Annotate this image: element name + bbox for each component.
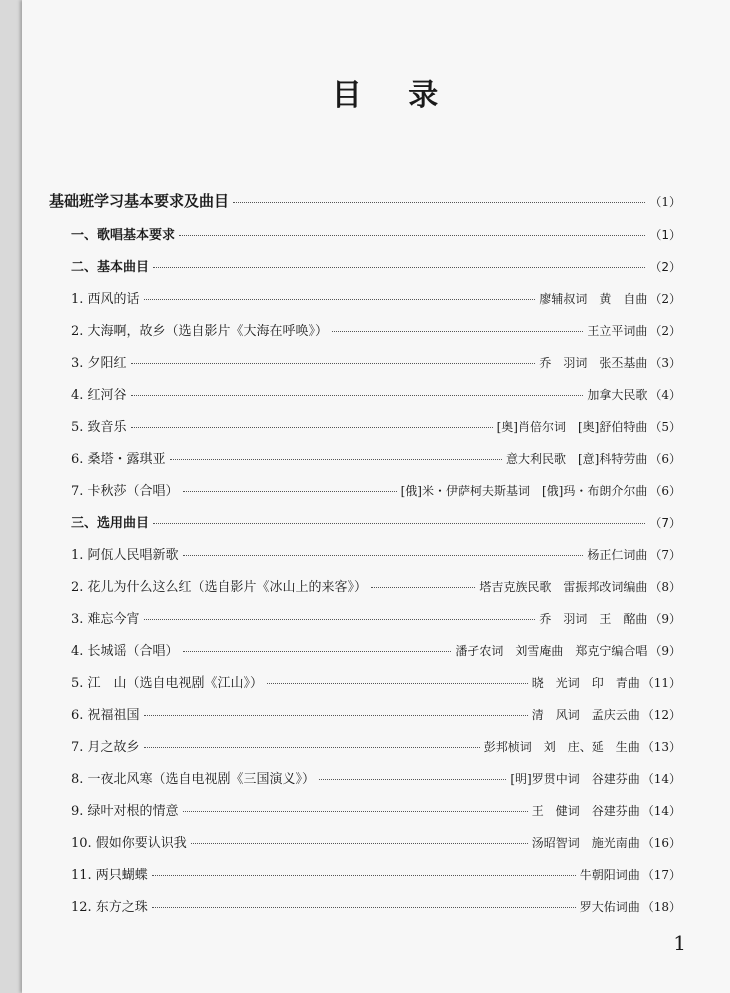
dot-leader bbox=[179, 235, 645, 236]
toc-song-entry bbox=[71, 448, 681, 467]
toc-entry-label: 4. 长城谣（合唱） bbox=[71, 644, 179, 659]
toc-entry-label: 4. 红河谷 bbox=[71, 388, 127, 403]
toc-entry-page: （14） bbox=[641, 804, 681, 818]
toc-entry-credit: 杨正仁词曲 bbox=[587, 548, 648, 562]
dot-leader bbox=[332, 331, 583, 332]
toc-song-entry bbox=[71, 320, 681, 339]
toc-entry-page: （4） bbox=[649, 388, 681, 402]
toc-entry-label: 三、选用曲目 bbox=[71, 516, 150, 531]
dot-leader bbox=[170, 459, 502, 460]
toc-entry-page: （9） bbox=[649, 644, 681, 658]
toc-entry-credit: 牛朝阳词曲 bbox=[579, 868, 640, 882]
dot-leader bbox=[152, 875, 576, 876]
toc-entry-credit: 晓 光词 印 青曲 bbox=[531, 676, 640, 690]
dot-leader bbox=[183, 811, 528, 812]
dot-leader bbox=[183, 555, 584, 556]
toc-entry-credit: 塔吉克族民歌 雷振邦改词编曲 bbox=[479, 580, 648, 594]
toc-entry-page: （18） bbox=[641, 900, 681, 914]
dot-leader bbox=[153, 267, 645, 268]
toc-entry-credit: 潘孑农词 刘雪庵曲 郑克宁编合唱 bbox=[455, 644, 648, 658]
toc-song-entry bbox=[71, 576, 681, 595]
toc-entry-label: 7. 月之故乡 bbox=[71, 740, 140, 755]
toc-entry-label: 3. 难忘今宵 bbox=[71, 612, 140, 627]
toc-song-entry bbox=[71, 288, 681, 307]
toc-entry-label: 2. 花儿为什么这么红（选自影片《冰山上的来客》） bbox=[71, 580, 368, 595]
dot-leader bbox=[131, 363, 536, 364]
toc-entry-credit: 彭邦桢词 刘 庄、延 生曲 bbox=[483, 740, 640, 754]
toc-entry-page: （17） bbox=[641, 868, 681, 882]
toc-song-entry bbox=[71, 768, 681, 787]
toc-entry-credit: 王立平词曲 bbox=[587, 324, 648, 338]
toc-entry-credit: 罗大佑词曲 bbox=[579, 900, 640, 914]
toc-subsection-heading bbox=[71, 224, 681, 243]
toc-entry-credit: 乔 羽词 张丕基曲 bbox=[539, 356, 648, 370]
toc-entry-label: 5. 致音乐 bbox=[71, 420, 127, 435]
toc-entry-credit: [奥]肖倍尔词 [奥]舒伯特曲 bbox=[496, 420, 648, 434]
dot-leader bbox=[152, 907, 576, 908]
page-number: 1 bbox=[673, 931, 686, 955]
dot-leader bbox=[144, 619, 536, 620]
toc-song-entry bbox=[71, 480, 681, 499]
toc-entry-label: 一、歌唱基本要求 bbox=[71, 228, 176, 243]
toc-entry-page: （2） bbox=[649, 324, 681, 338]
toc-entry-page: （3） bbox=[649, 356, 681, 370]
toc-song-entry bbox=[71, 384, 681, 403]
toc-entry-credit: 加拿大民歌 bbox=[587, 388, 648, 402]
dot-leader bbox=[233, 202, 645, 203]
toc-song-entry bbox=[71, 864, 681, 883]
toc-entry-page: （1） bbox=[649, 228, 681, 242]
toc-entry-page: （12） bbox=[641, 708, 681, 722]
toc-song-entry bbox=[71, 672, 681, 691]
toc-entry-label: 5. 江 山（选自电视剧《江山》） bbox=[71, 676, 264, 691]
dot-leader bbox=[371, 587, 475, 588]
toc-entry-label: 8. 一夜北风寒（选自电视剧《三国演义》） bbox=[71, 772, 316, 787]
toc-song-entry bbox=[71, 896, 681, 915]
toc-entry-page: （1） bbox=[649, 195, 681, 209]
toc-song-entry bbox=[71, 832, 681, 851]
dot-leader bbox=[131, 427, 493, 428]
toc-entry-label: 1. 西风的话 bbox=[71, 292, 140, 307]
toc-song-entry bbox=[71, 800, 681, 819]
toc-entry-credit: 王 健词 谷建芬曲 bbox=[531, 804, 640, 818]
toc-entry-label: 基础班学习基本要求及曲目 bbox=[49, 192, 230, 210]
toc-subsection-heading bbox=[71, 256, 681, 275]
toc-song-entry bbox=[71, 640, 681, 659]
toc-entry-label: 二、基本曲目 bbox=[71, 260, 150, 275]
toc-entry-page: （5） bbox=[649, 420, 681, 434]
dot-leader bbox=[267, 683, 528, 684]
toc-song-entry bbox=[71, 608, 681, 627]
toc-entry-credit: [明]罗贯中词 谷建芬曲 bbox=[510, 772, 640, 786]
toc-song-entry bbox=[71, 704, 681, 723]
toc-entry-label: 10. 假如你要认识我 bbox=[71, 836, 187, 851]
book-page bbox=[22, 0, 730, 993]
toc-entry-credit: 意大利民歌 [意]科特劳曲 bbox=[505, 452, 648, 466]
page-title: 目 录 bbox=[331, 78, 457, 113]
dot-leader bbox=[319, 779, 506, 780]
toc-entry-label: 2. 大海啊，故乡（选自影片《大海在呼唤》） bbox=[71, 324, 329, 339]
toc-song-entry bbox=[71, 416, 681, 435]
toc-subsection-heading bbox=[71, 512, 681, 531]
toc-entry-page: （2） bbox=[649, 260, 681, 274]
toc-entry-page: （8） bbox=[649, 580, 681, 594]
toc-entry-page: （13） bbox=[641, 740, 681, 754]
dot-leader bbox=[131, 395, 584, 396]
toc-entry-credit: 清 风词 孟庆云曲 bbox=[531, 708, 640, 722]
toc-entry-page: （14） bbox=[641, 772, 681, 786]
dot-leader bbox=[153, 523, 645, 524]
toc-entry-label: 7. 卡秋莎（合唱） bbox=[71, 484, 179, 499]
toc-entry-label: 3. 夕阳红 bbox=[71, 356, 127, 371]
toc-entry-credit: 汤昭智词 施光南曲 bbox=[531, 836, 640, 850]
dot-leader bbox=[144, 747, 480, 748]
dot-leader bbox=[183, 491, 397, 492]
toc-entry-label: 1. 阿佤人民唱新歌 bbox=[71, 548, 179, 563]
toc-entry-credit: [俄]米・伊萨柯夫斯基词 [俄]玛・布朗介尔曲 bbox=[400, 484, 648, 498]
toc-entry-page: （7） bbox=[649, 548, 681, 562]
toc-entry-page: （7） bbox=[649, 516, 681, 530]
toc-entry-page: （2） bbox=[649, 292, 681, 306]
toc-song-entry bbox=[71, 352, 681, 371]
dot-leader bbox=[183, 651, 452, 652]
toc-entry-label: 11. 两只蝴蝶 bbox=[71, 868, 148, 883]
toc-entry-page: （9） bbox=[649, 612, 681, 626]
toc-entry-label: 9. 绿叶对根的情意 bbox=[71, 804, 179, 819]
toc-entry-label: 6. 祝福祖国 bbox=[71, 708, 140, 723]
toc-entry-label: 6. 桑塔・露琪亚 bbox=[71, 452, 166, 467]
toc-entry-page: （11） bbox=[641, 676, 681, 690]
toc-section-heading bbox=[49, 190, 681, 211]
toc-entry-page: （6） bbox=[649, 452, 681, 466]
toc-song-entry bbox=[71, 544, 681, 563]
toc-song-entry bbox=[71, 736, 681, 755]
dot-leader bbox=[144, 715, 528, 716]
dot-leader bbox=[191, 843, 528, 844]
dot-leader bbox=[144, 299, 536, 300]
toc-entry-page: （6） bbox=[649, 484, 681, 498]
toc-entry-credit: 乔 羽词 王 酩曲 bbox=[539, 612, 648, 626]
toc-entry-label: 12. 东方之珠 bbox=[71, 900, 148, 915]
toc-entry-credit: 廖辅叔词 黄 自曲 bbox=[539, 292, 648, 306]
toc-entry-page: （16） bbox=[641, 836, 681, 850]
